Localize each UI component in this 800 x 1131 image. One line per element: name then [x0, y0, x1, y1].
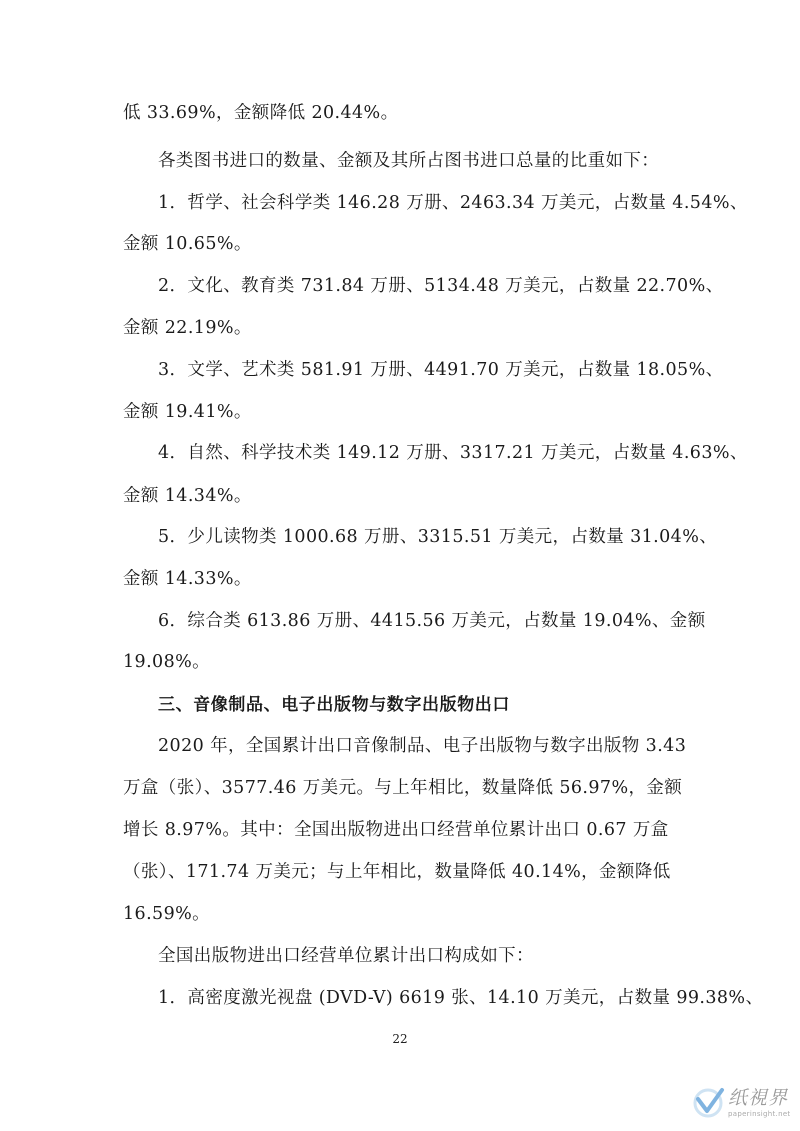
paragraph-line: 增长 8.97%。其中：全国出版物进出口经营单位累计出口 0.67 万盒	[123, 820, 669, 840]
list-item-line: 金额 22.19%。	[123, 318, 252, 338]
list-item-line: 金额 10.65%。	[123, 234, 252, 254]
list-item-line: 1．高密度激光视盘 (DVD-V) 6619 张、14.10 万美元，占数量 99.38%、	[158, 988, 764, 1008]
paragraph-line: 万盒（张）、3577.46 万美元。与上年相比，数量降低 56.97%，金额	[123, 778, 683, 798]
watermark-url: paperinsight.net	[728, 1110, 791, 1118]
list-item-line: 金额 14.34%。	[123, 486, 252, 506]
page-number: 22	[392, 1032, 408, 1046]
checkmark-shield-icon	[692, 1085, 726, 1119]
section-heading: 三、音像制品、电子出版物与数字出版物出口	[158, 695, 510, 715]
paragraph-line: 各类图书进口的数量、金额及其所占图书进口总量的比重如下：	[158, 151, 660, 171]
paragraph-line: 全国出版物进出口经营单位累计出口构成如下：	[158, 946, 534, 966]
list-item-line: 5．少儿读物类 1000.68 万册、3315.51 万美元，占数量 31.04%、	[158, 527, 718, 547]
paragraph-line: 2020 年，全国累计出口音像制品、电子出版物与数字出版物 3.43	[158, 736, 687, 756]
paragraph-line: 16.59%。	[123, 904, 211, 924]
paragraph-line: 低 33.69%，金额降低 20.44%。	[123, 103, 399, 123]
watermark-brand: 纸視界	[728, 1087, 789, 1109]
list-item-line: 金额 14.33%。	[123, 569, 252, 589]
list-item-line: 19.08%。	[123, 652, 211, 672]
list-item-line: 3．文学、艺术类 581.91 万册、4491.70 万美元，占数量 18.05%、	[158, 360, 724, 380]
watermark-logo	[692, 1083, 792, 1125]
paragraph-line: （张）、171.74 万美元；与上年相比，数量降低 40.14%，金额降低	[123, 862, 671, 882]
list-item-line: 2．文化、教育类 731.84 万册、5134.48 万美元，占数量 22.70%、	[158, 276, 724, 296]
list-item-line: 金额 19.41%。	[123, 402, 252, 422]
list-item-line: 4．自然、科学技术类 149.12 万册、3317.21 万美元，占数量 4.63%、	[158, 443, 748, 463]
list-item-line: 6．综合类 613.86 万册、4415.56 万美元，占数量 19.04%、金额	[158, 611, 706, 631]
list-item-line: 1．哲学、社会科学类 146.28 万册、2463.34 万美元，占数量 4.54%、	[158, 193, 748, 213]
